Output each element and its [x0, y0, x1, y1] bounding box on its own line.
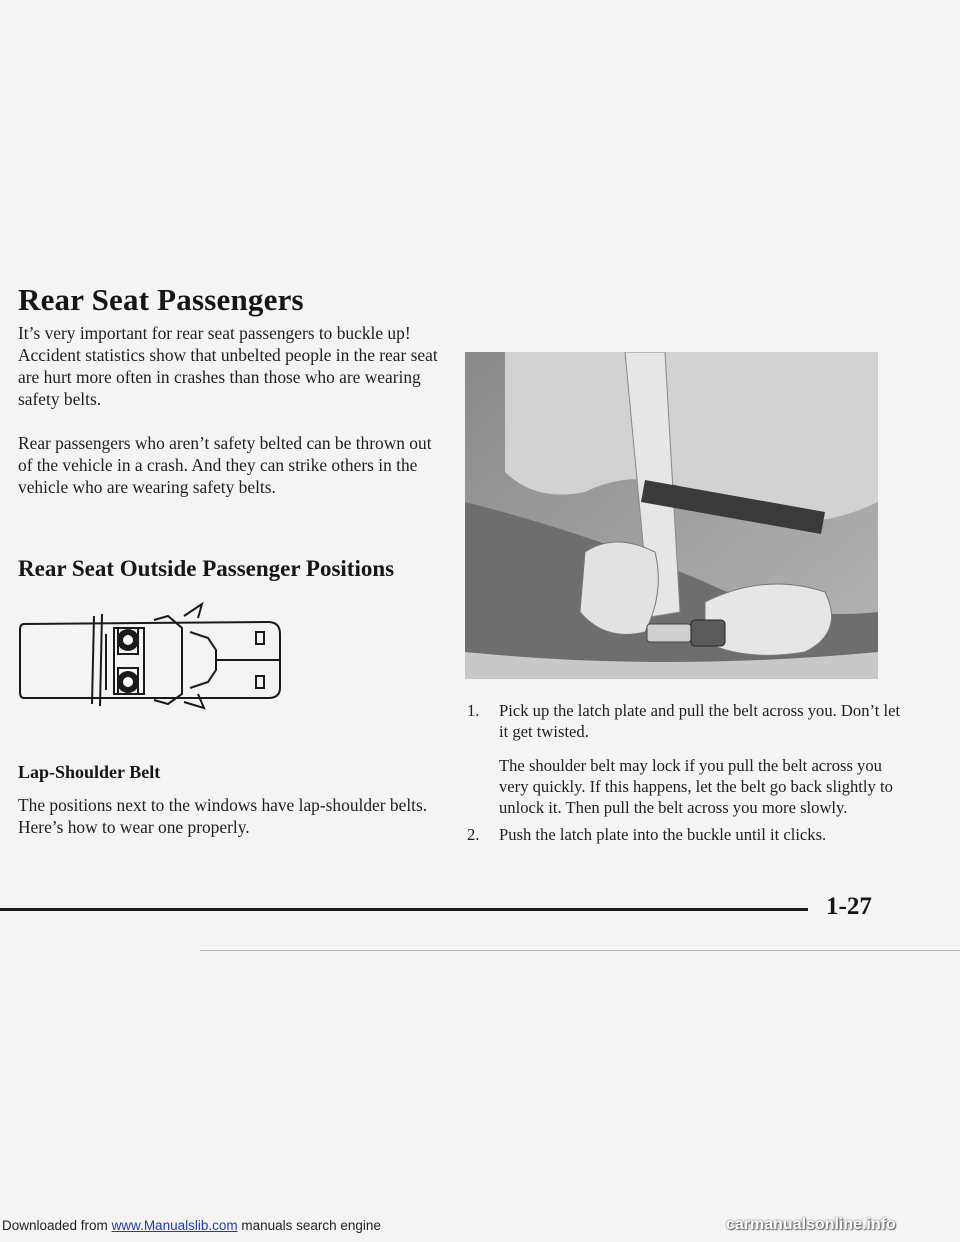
step-text: Push the latch plate into the buckle until it clicks. [499, 825, 827, 844]
belt-steps-list [465, 700, 905, 851]
page-rule-thin [200, 950, 960, 951]
page-number: 1-27 [826, 893, 872, 920]
footer-suffix: manuals search engine [237, 1218, 381, 1233]
step-number: 1. [467, 701, 480, 720]
step-note: The shoulder belt may lock if you pull the belt across you very quickly. If this happens, let the belt go back slightly to unlock it. Then pull the belt across you more slowly. [499, 756, 893, 817]
seatbelt-latch-photo-icon [465, 352, 878, 679]
heading-lap-shoulder-belt: Lap-Shoulder Belt [18, 762, 161, 782]
step-1 [465, 700, 905, 818]
lap-shoulder-paragraph: The positions next to the windows have lap-shoulder belts. Here’s how to wear one properly. [18, 795, 428, 837]
manualslib-link[interactable]: www.Manualslib.com [111, 1218, 238, 1233]
step-text: Pick up the latch plate and pull the belt across you. Don’t let it get twisted. [499, 701, 901, 741]
heading-rear-seat-passengers: Rear Seat Passengers [18, 282, 304, 317]
footer-prefix: Downloaded from [2, 1218, 112, 1233]
intro-paragraph-1: It’s very important for rear seat passengers to buckle up! Accident statistics show that unbelted people in the rear seat are hurt more often in crashes than those who are wearing safety belts. [18, 323, 438, 409]
download-footer [2, 1218, 381, 1233]
page-rule [0, 908, 808, 911]
step-number: 2. [467, 825, 480, 844]
intro-paragraph-2: Rear passengers who aren’t safety belted can be thrown out of the vehicle in a crash. And they can strike others in the vehicle who are wearing safety belts. [18, 433, 432, 497]
watermark: carmanualsonline.info [726, 1216, 896, 1233]
step-2 [465, 824, 905, 845]
heading-outside-positions: Rear Seat Outside Passenger Positions [18, 556, 395, 581]
car-top-view-seat-diagram-icon [18, 598, 284, 710]
